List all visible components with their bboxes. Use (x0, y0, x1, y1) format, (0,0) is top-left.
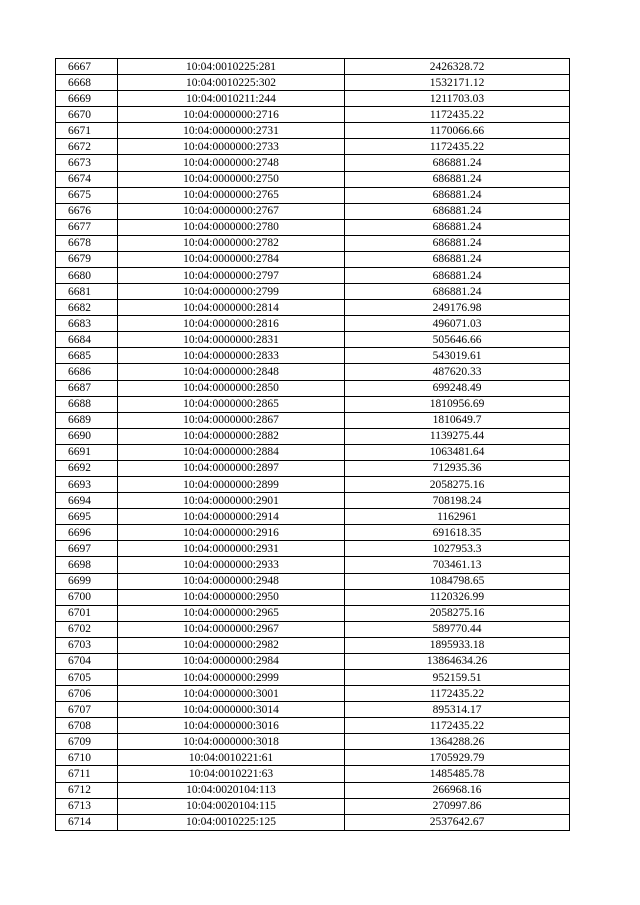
amount-cell: 2058275.16 (345, 605, 570, 621)
cadastral-number-cell: 10:04:0000000:2848 (118, 364, 345, 380)
cadastral-number-cell: 10:04:0010211:244 (118, 91, 345, 107)
table-body (56, 59, 570, 831)
row-number-cell: 6668 (56, 75, 118, 91)
row-number-cell: 6686 (56, 364, 118, 380)
table-row (56, 605, 570, 621)
row-number-cell: 6702 (56, 621, 118, 637)
cadastral-number-cell: 10:04:0000000:2814 (118, 300, 345, 316)
amount-cell: 1172435.22 (345, 107, 570, 123)
cadastral-number-cell: 10:04:0000000:2731 (118, 123, 345, 139)
cadastral-number-cell: 10:04:0000000:2780 (118, 219, 345, 235)
cadastral-number-cell: 10:04:0000000:3018 (118, 734, 345, 750)
row-number-cell: 6681 (56, 284, 118, 300)
table-row (56, 669, 570, 685)
cadastral-number-cell: 10:04:0000000:2982 (118, 637, 345, 653)
cadastral-number-cell: 10:04:0000000:3001 (118, 686, 345, 702)
cadastral-number-cell: 10:04:0000000:2833 (118, 348, 345, 364)
table-row (56, 509, 570, 525)
amount-cell: 686881.24 (345, 155, 570, 171)
table-row (56, 187, 570, 203)
cadastral-number-cell: 10:04:0020104:115 (118, 798, 345, 814)
row-number-cell: 6696 (56, 525, 118, 541)
amount-cell: 686881.24 (345, 203, 570, 219)
amount-cell: 699248.49 (345, 380, 570, 396)
amount-cell: 1084798.65 (345, 573, 570, 589)
cadastral-number-cell: 10:04:0000000:2831 (118, 332, 345, 348)
cadastral-number-cell: 10:04:0000000:2916 (118, 525, 345, 541)
table-row (56, 348, 570, 364)
table-row (56, 123, 570, 139)
row-number-cell: 6691 (56, 444, 118, 460)
table-row (56, 203, 570, 219)
amount-cell: 487620.33 (345, 364, 570, 380)
amount-cell: 1810956.69 (345, 396, 570, 412)
table-row (56, 444, 570, 460)
table-row (56, 637, 570, 653)
row-number-cell: 6698 (56, 557, 118, 573)
row-number-cell: 6684 (56, 332, 118, 348)
table-row (56, 139, 570, 155)
amount-cell: 1810649.7 (345, 412, 570, 428)
cadastral-number-cell: 10:04:0000000:2748 (118, 155, 345, 171)
table-row (56, 782, 570, 798)
cadastral-number-cell: 10:04:0010221:61 (118, 750, 345, 766)
cadastral-number-cell: 10:04:0000000:2933 (118, 557, 345, 573)
amount-cell: 1485485.78 (345, 766, 570, 782)
amount-cell: 686881.24 (345, 268, 570, 284)
table-row (56, 364, 570, 380)
row-number-cell: 6683 (56, 316, 118, 332)
row-number-cell: 6677 (56, 219, 118, 235)
amount-cell: 686881.24 (345, 284, 570, 300)
cadastral-number-cell: 10:04:0000000:2901 (118, 493, 345, 509)
row-number-cell: 6687 (56, 380, 118, 396)
table-row (56, 718, 570, 734)
table-row (56, 750, 570, 766)
amount-cell: 691618.35 (345, 525, 570, 541)
cadastral-number-cell: 10:04:0010225:302 (118, 75, 345, 91)
row-number-cell: 6674 (56, 171, 118, 187)
cadastral-number-cell: 10:04:0000000:2716 (118, 107, 345, 123)
cadastral-number-cell: 10:04:0010225:125 (118, 814, 345, 830)
row-number-cell: 6707 (56, 702, 118, 718)
row-number-cell: 6672 (56, 139, 118, 155)
table-row (56, 734, 570, 750)
row-number-cell: 6706 (56, 686, 118, 702)
row-number-cell: 6711 (56, 766, 118, 782)
amount-cell: 1162961 (345, 509, 570, 525)
amount-cell: 686881.24 (345, 235, 570, 251)
cadastral-number-cell: 10:04:0000000:3016 (118, 718, 345, 734)
row-number-cell: 6669 (56, 91, 118, 107)
table-row (56, 380, 570, 396)
table-row (56, 300, 570, 316)
table-row (56, 235, 570, 251)
cadastral-number-cell: 10:04:0000000:2782 (118, 235, 345, 251)
table-row (56, 107, 570, 123)
amount-cell: 1063481.64 (345, 444, 570, 460)
row-number-cell: 6693 (56, 477, 118, 493)
table-row (56, 460, 570, 476)
amount-cell: 703461.13 (345, 557, 570, 573)
amount-cell: 1172435.22 (345, 718, 570, 734)
cadastral-number-cell: 10:04:0000000:2967 (118, 621, 345, 637)
row-number-cell: 6705 (56, 669, 118, 685)
amount-cell: 686881.24 (345, 171, 570, 187)
row-number-cell: 6679 (56, 251, 118, 267)
table-row (56, 814, 570, 830)
cadastral-number-cell: 10:04:0000000:2948 (118, 573, 345, 589)
table-row (56, 653, 570, 669)
row-number-cell: 6703 (56, 637, 118, 653)
table-row (56, 412, 570, 428)
amount-cell: 1172435.22 (345, 686, 570, 702)
cadastral-number-cell: 10:04:0000000:2865 (118, 396, 345, 412)
row-number-cell: 6710 (56, 750, 118, 766)
row-number-cell: 6675 (56, 187, 118, 203)
cadastral-number-cell: 10:04:0000000:2884 (118, 444, 345, 460)
amount-cell: 1139275.44 (345, 428, 570, 444)
amount-cell: 589770.44 (345, 621, 570, 637)
row-number-cell: 6700 (56, 589, 118, 605)
row-number-cell: 6676 (56, 203, 118, 219)
amount-cell: 2537642.67 (345, 814, 570, 830)
table-row (56, 525, 570, 541)
amount-cell: 686881.24 (345, 187, 570, 203)
row-number-cell: 6685 (56, 348, 118, 364)
cadastral-number-cell: 10:04:0000000:2882 (118, 428, 345, 444)
row-number-cell: 6701 (56, 605, 118, 621)
amount-cell: 1027953.3 (345, 541, 570, 557)
row-number-cell: 6688 (56, 396, 118, 412)
amount-cell: 686881.24 (345, 251, 570, 267)
table-row (56, 219, 570, 235)
table-row (56, 798, 570, 814)
row-number-cell: 6689 (56, 412, 118, 428)
row-number-cell: 6704 (56, 653, 118, 669)
row-number-cell: 6709 (56, 734, 118, 750)
cadastral-number-cell: 10:04:0000000:2765 (118, 187, 345, 203)
amount-cell: 505646.66 (345, 332, 570, 348)
row-number-cell: 6699 (56, 573, 118, 589)
cadastral-number-cell: 10:04:0000000:2897 (118, 460, 345, 476)
row-number-cell: 6708 (56, 718, 118, 734)
table-row (56, 428, 570, 444)
table-row (56, 493, 570, 509)
cadastral-number-cell: 10:04:0000000:2799 (118, 284, 345, 300)
cadastral-number-cell: 10:04:0010225:281 (118, 59, 345, 75)
cadastral-number-cell: 10:04:0000000:2767 (118, 203, 345, 219)
cadastral-number-cell: 10:04:0000000:2750 (118, 171, 345, 187)
table-row (56, 396, 570, 412)
cadastral-number-cell: 10:04:0000000:2931 (118, 541, 345, 557)
table-row (56, 541, 570, 557)
amount-cell: 1705929.79 (345, 750, 570, 766)
cadastral-number-cell: 10:04:0000000:2914 (118, 509, 345, 525)
table-row (56, 766, 570, 782)
table-row (56, 477, 570, 493)
table-row (56, 557, 570, 573)
table-row (56, 251, 570, 267)
cadastral-number-cell: 10:04:0000000:2950 (118, 589, 345, 605)
cadastral-number-cell: 10:04:0000000:2999 (118, 669, 345, 685)
amount-cell: 496071.03 (345, 316, 570, 332)
cadastral-number-cell: 10:04:0000000:2965 (118, 605, 345, 621)
amount-cell: 1120326.99 (345, 589, 570, 605)
table-row (56, 589, 570, 605)
table-row (56, 621, 570, 637)
amount-cell: 266968.16 (345, 782, 570, 798)
row-number-cell: 6690 (56, 428, 118, 444)
amount-cell: 1532171.12 (345, 75, 570, 91)
table-row (56, 573, 570, 589)
row-number-cell: 6682 (56, 300, 118, 316)
row-number-cell: 6673 (56, 155, 118, 171)
amount-cell: 895314.17 (345, 702, 570, 718)
amount-cell: 1364288.26 (345, 734, 570, 750)
cadastral-number-cell: 10:04:0000000:2733 (118, 139, 345, 155)
amount-cell: 712935.36 (345, 460, 570, 476)
cadastral-number-cell: 10:04:0000000:2899 (118, 477, 345, 493)
amount-cell: 270997.86 (345, 798, 570, 814)
table-row (56, 91, 570, 107)
amount-cell: 1211703.03 (345, 91, 570, 107)
amount-cell: 13864634.26 (345, 653, 570, 669)
amount-cell: 708198.24 (345, 493, 570, 509)
table-row (56, 171, 570, 187)
table-row (56, 316, 570, 332)
amount-cell: 249176.98 (345, 300, 570, 316)
cadastral-number-cell: 10:04:0000000:2850 (118, 380, 345, 396)
table-row (56, 59, 570, 75)
document-table-container (55, 58, 558, 831)
cadastral-number-cell: 10:04:0020104:113 (118, 782, 345, 798)
table-row (56, 686, 570, 702)
row-number-cell: 6671 (56, 123, 118, 139)
table-row (56, 284, 570, 300)
cadastral-number-cell: 10:04:0000000:2816 (118, 316, 345, 332)
amount-cell: 952159.51 (345, 669, 570, 685)
cadastral-number-cell: 10:04:0000000:3014 (118, 702, 345, 718)
amount-cell: 2058275.16 (345, 477, 570, 493)
cadastral-number-cell: 10:04:0000000:2984 (118, 653, 345, 669)
amount-cell: 2426328.72 (345, 59, 570, 75)
row-number-cell: 6678 (56, 235, 118, 251)
table-row (56, 75, 570, 91)
row-number-cell: 6692 (56, 460, 118, 476)
cadastral-number-cell: 10:04:0000000:2867 (118, 412, 345, 428)
row-number-cell: 6695 (56, 509, 118, 525)
row-number-cell: 6680 (56, 268, 118, 284)
table-row (56, 702, 570, 718)
cadastral-number-cell: 10:04:0000000:2797 (118, 268, 345, 284)
cadastral-number-cell: 10:04:0000000:2784 (118, 251, 345, 267)
amount-cell: 543019.61 (345, 348, 570, 364)
table-row (56, 155, 570, 171)
row-number-cell: 6713 (56, 798, 118, 814)
cadastral-number-cell: 10:04:0010221:63 (118, 766, 345, 782)
document-table (55, 58, 570, 831)
table-row (56, 268, 570, 284)
amount-cell: 1895933.18 (345, 637, 570, 653)
row-number-cell: 6694 (56, 493, 118, 509)
row-number-cell: 6712 (56, 782, 118, 798)
amount-cell: 1170066.66 (345, 123, 570, 139)
row-number-cell: 6670 (56, 107, 118, 123)
row-number-cell: 6714 (56, 814, 118, 830)
row-number-cell: 6667 (56, 59, 118, 75)
amount-cell: 1172435.22 (345, 139, 570, 155)
row-number-cell: 6697 (56, 541, 118, 557)
table-row (56, 332, 570, 348)
amount-cell: 686881.24 (345, 219, 570, 235)
